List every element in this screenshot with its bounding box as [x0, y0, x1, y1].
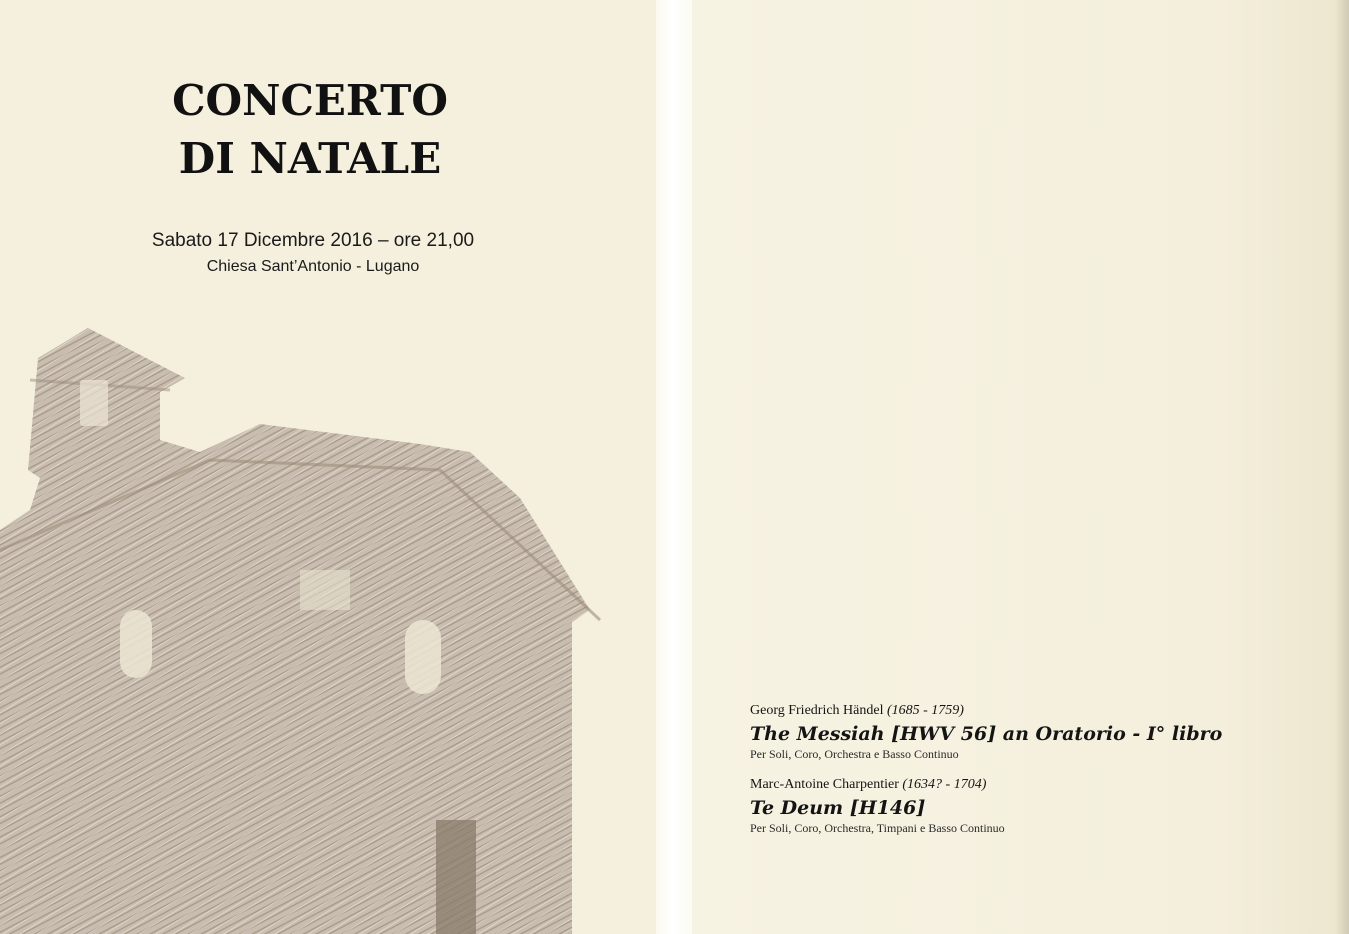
event-venue: Chiesa Sant’Antonio - Lugano [206, 258, 420, 275]
cover-title-line2: DI NATALE [178, 134, 442, 183]
composer-name: Marc-Antoine Charpentier [750, 777, 899, 792]
church-sketch-illustration [0, 320, 656, 934]
work-title: Te Deum [H146] [750, 797, 926, 819]
church-door [436, 820, 476, 934]
church-window-left [120, 610, 152, 678]
program-item [750, 702, 1270, 762]
event-date-time: Sabato 17 Dicembre 2016 – ore 21,00 [151, 230, 475, 251]
program-list [750, 702, 1270, 836]
work-title: The Messiah [HWV 56] an Oratorio - I° libro [750, 723, 1223, 745]
cover-page [0, 0, 656, 934]
composer-line [750, 702, 1270, 720]
program-item [750, 776, 1270, 836]
composer-years: (1634? - 1704) [902, 777, 987, 792]
page-gutter [656, 0, 692, 934]
work-forces: Per Soli, Coro, Orchestra e Basso Continuo [750, 747, 959, 761]
composer-line [750, 776, 1270, 794]
church-window-right [405, 620, 441, 694]
church-window-tower [80, 380, 108, 426]
cover-title-line1: CONCERTO [172, 76, 448, 125]
page-edge-shadow [1335, 0, 1349, 934]
composer-name: Georg Friedrich Händel [750, 703, 884, 718]
composer-years: (1685 - 1759) [886, 703, 964, 718]
work-forces: Per Soli, Coro, Orchestra, Timpani e Basso Continuo [750, 821, 1005, 835]
